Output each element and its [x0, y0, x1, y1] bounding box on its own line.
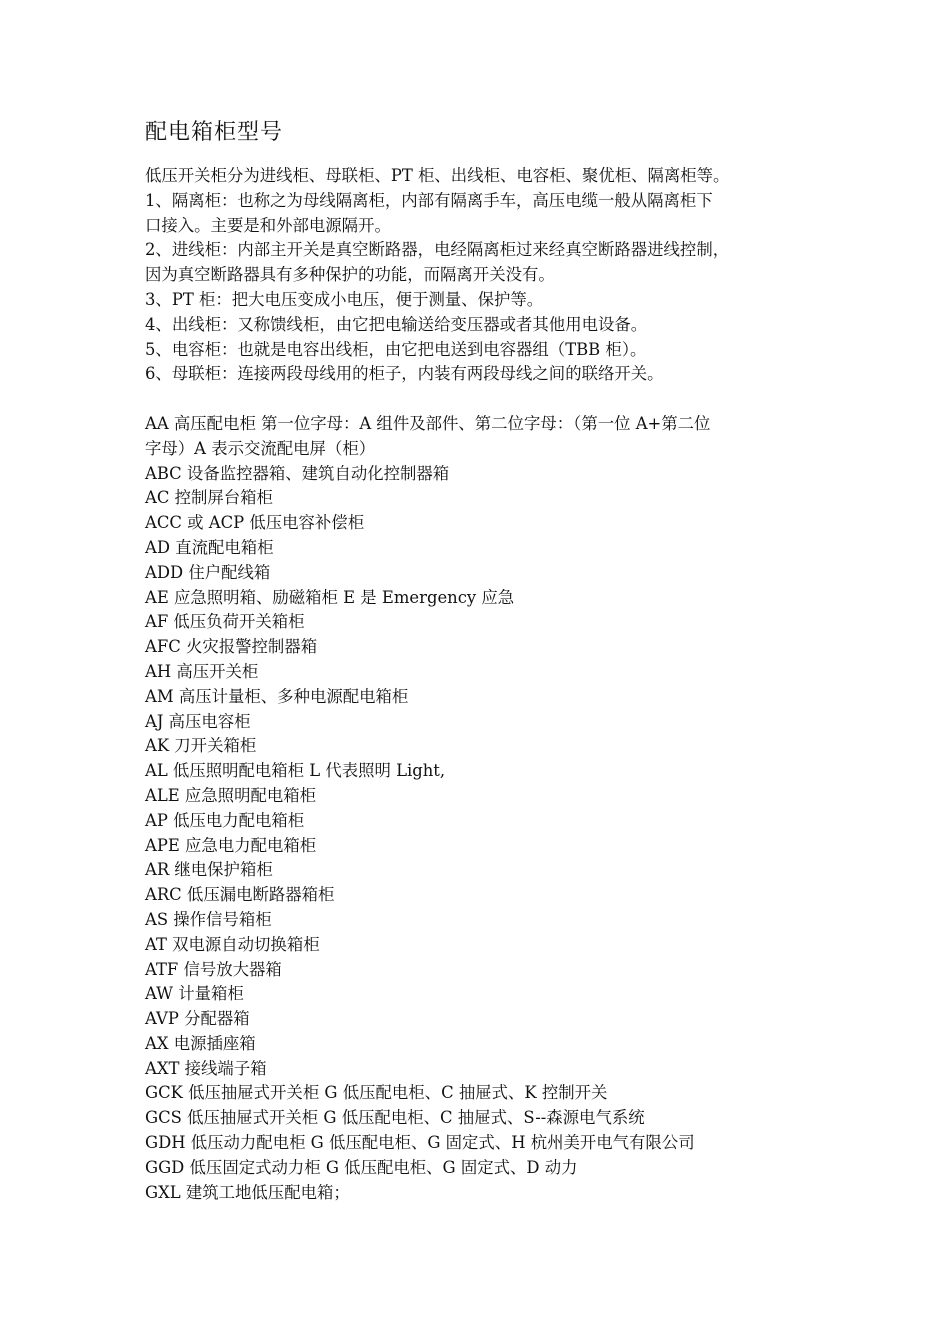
- intro-line: 口接入。主要是和外部电源隔开。: [145, 215, 391, 235]
- intro-line: 2、进线柜：内部主开关是真空断路器，电经隔离柜过来经真空断路器进线控制，: [145, 240, 730, 260]
- code-line: AA 高压配电柜 第一位字母：A 组件及部件、第二位字母：（第一位 A+第二位: [145, 413, 711, 433]
- code-line: GGD 低压固定式动力柜 G 低压配电柜、G 固定式、D 动力: [145, 1157, 578, 1177]
- code-line: AS 操作信号箱柜: [145, 909, 272, 929]
- code-line: GXL 建筑工地低压配电箱；: [145, 1182, 350, 1202]
- code-line: ALE 应急照明配电箱柜: [145, 785, 317, 805]
- code-line: AK 刀开关箱柜: [145, 736, 257, 756]
- intro-line: 6、母联柜：连接两段母线用的柜子，内装有两段母线之间的联络开关。: [145, 364, 664, 384]
- blank-line: [145, 387, 825, 412]
- code-list: [145, 412, 825, 1206]
- code-line: 字母）A 表示交流配电屏（柜）: [145, 438, 376, 458]
- document-page: [145, 118, 825, 1205]
- intro-line: 因为真空断路器具有多种保护的功能，而隔离开关没有。: [145, 265, 555, 285]
- code-line: AF 低压负荷开关箱柜: [145, 612, 305, 632]
- document-title: 配电箱柜型号: [145, 120, 284, 145]
- intro-section: [145, 164, 825, 387]
- code-line: AJ 高压电容柜: [145, 711, 251, 731]
- intro-line: 1、隔离柜：也称之为母线隔离柜，内部有隔离手车，高压电缆一般从隔离柜下: [145, 190, 713, 210]
- code-line: APE 应急电力配电箱柜: [145, 835, 317, 855]
- code-line: AE 应急照明箱、励磁箱柜 E 是 Emergency 应急: [145, 587, 515, 607]
- intro-line: 5、电容柜：也就是电容出线柜，由它把电送到电容器组（TBB 柜）。: [145, 339, 647, 359]
- code-line: ARC 低压漏电断路器箱柜: [145, 885, 335, 905]
- code-line: AX 电源插座箱: [145, 1033, 256, 1053]
- code-line: AXT 接线端子箱: [145, 1058, 267, 1078]
- code-line: GCK 低压抽屉式开关柜 G 低压配电柜、C 抽屉式、K 控制开关: [145, 1083, 608, 1103]
- intro-line: 4、出线柜：又称馈线柜，由它把电输送给变压器或者其他用电设备。: [145, 314, 648, 334]
- code-line: AT 双电源自动切换箱柜: [145, 934, 320, 954]
- code-line: AVP 分配器箱: [145, 1009, 250, 1029]
- code-line: AR 继电保护箱柜: [145, 860, 273, 880]
- intro-line: 低压开关柜分为进线柜、母联柜、PT 柜、出线柜、电容柜、聚优柜、隔离柜等。: [145, 166, 730, 185]
- code-line: AL 低压照明配电箱柜 L 代表照明 Light,: [145, 761, 446, 781]
- code-line: AP 低压电力配电箱柜: [145, 810, 305, 830]
- code-line: AC 控制屏台箱柜: [145, 488, 273, 508]
- intro-line: 3、PT 柜：把大电压变成小电压，便于测量、保护等。: [145, 289, 544, 309]
- code-line: ACC 或 ACP 低压电容补偿柜: [145, 513, 365, 533]
- code-line: GDH 低压动力配电柜 G 低压配电柜、G 固定式、H 杭州美开电气有限公司: [145, 1133, 695, 1153]
- code-line: AFC 火灾报警控制器箱: [145, 637, 318, 657]
- code-line: ADD 住户配线箱: [145, 562, 271, 582]
- code-line: GCS 低压抽屉式开关柜 G 低压配电柜、C 抽屉式、S--森源电气系统: [145, 1108, 645, 1128]
- code-line: ATF 信号放大器箱: [145, 959, 282, 979]
- code-line: ABC 设备监控器箱、建筑自动化控制器箱: [145, 463, 450, 483]
- code-line: AM 高压计量柜、多种电源配电箱柜: [145, 686, 409, 706]
- code-line: AH 高压开关柜: [145, 661, 259, 681]
- code-line: AW 计量箱柜: [145, 984, 244, 1004]
- code-line: AD 直流配电箱柜: [145, 537, 274, 557]
